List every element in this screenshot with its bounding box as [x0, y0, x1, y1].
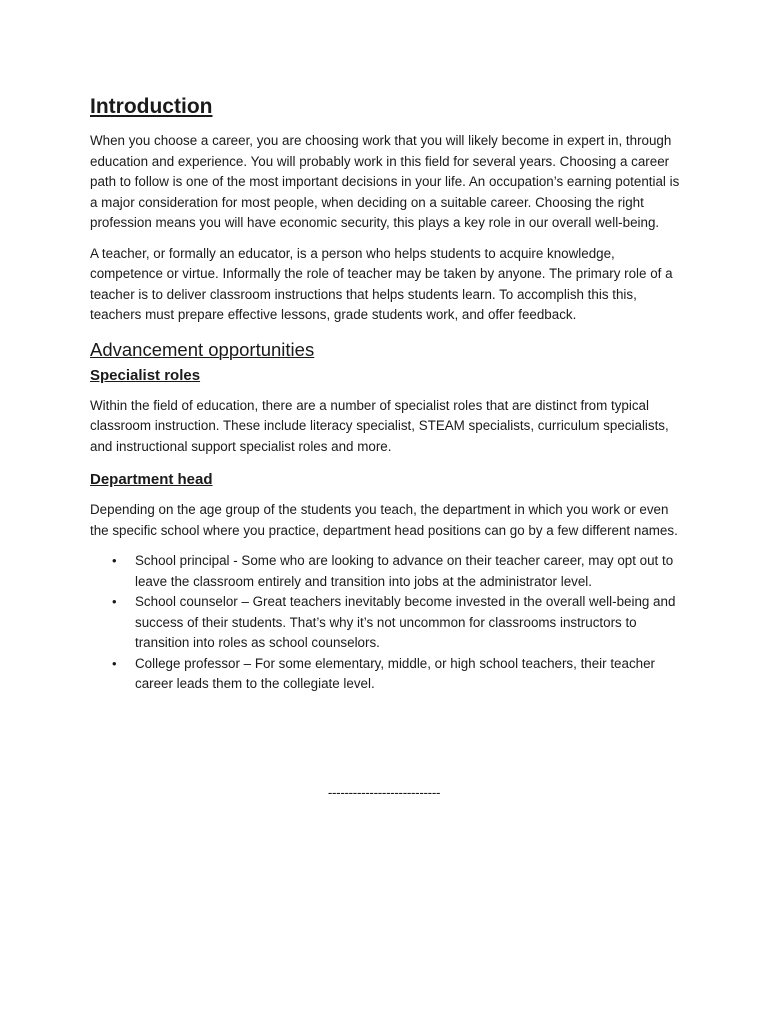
list-item-text: School principal - Some who are looking to advance on their teacher career, may opt out to leave the classroom entirely and transition into jobs at the administrator level. [135, 553, 674, 589]
introduction-heading: Introduction [90, 95, 213, 118]
document-page [90, 92, 682, 695]
list-item-text: College professor – For some elementary, middle, or high school teachers, their teacher career leads them to the collegiate level. [135, 655, 656, 691]
bullet-icon: • [112, 655, 117, 671]
department-head-heading: Department head [90, 471, 213, 488]
department-roles-list [90, 551, 682, 695]
list-item [90, 551, 682, 592]
end-divider: --------------------------- [327, 785, 441, 800]
advancement-heading: Advancement opportunities [90, 338, 315, 360]
department-head-paragraph: Depending on the age group of the students you teach, the department in which you work or even the specific school where you practice, department head positions can go by a few different names. [90, 502, 678, 538]
list-item-text: School counselor – Great teachers inevitably become invested in the overall well-being and success of their students. That’s why it’s not uncommon for classrooms instructors to transition into roles as school counselors. [135, 594, 676, 650]
specialist-roles-heading: Specialist roles [90, 366, 201, 384]
introduction-paragraph-2: A teacher, or formally an educator, is a person who helps students to acquire knowledge, competence or virtue. Informally the role of teacher may be taken by anyone. The primary role of a teacher is to deliver classroom instructions that helps students learn. To accomplish this this, teachers must prepare effective lessons, grade students work, and offer feedback. [90, 245, 673, 322]
specialist-roles-paragraph: Within the field of education, there are a number of specialist roles that are distinct from typical classroom instruction. These include literacy specialist, STEAM specialists, curriculum specialists, and instructional support specialist roles and more. [90, 397, 669, 454]
bullet-icon: • [112, 594, 117, 609]
introduction-paragraph-1: When you choose a career, you are choosing work that you will likely become in expert in, through education and experience. You will probably work in this field for several years. Choosing a career path to follow is one of the most important decisions in your life. An occupation’s earning potential is a major consideration for most people, when deciding on a suitable career. Choosing the right profession means you will have economic security, this plays a key role in our overall well-being. [90, 133, 680, 230]
list-item [90, 592, 682, 654]
list-item [90, 654, 682, 695]
bullet-icon: • [112, 553, 117, 568]
